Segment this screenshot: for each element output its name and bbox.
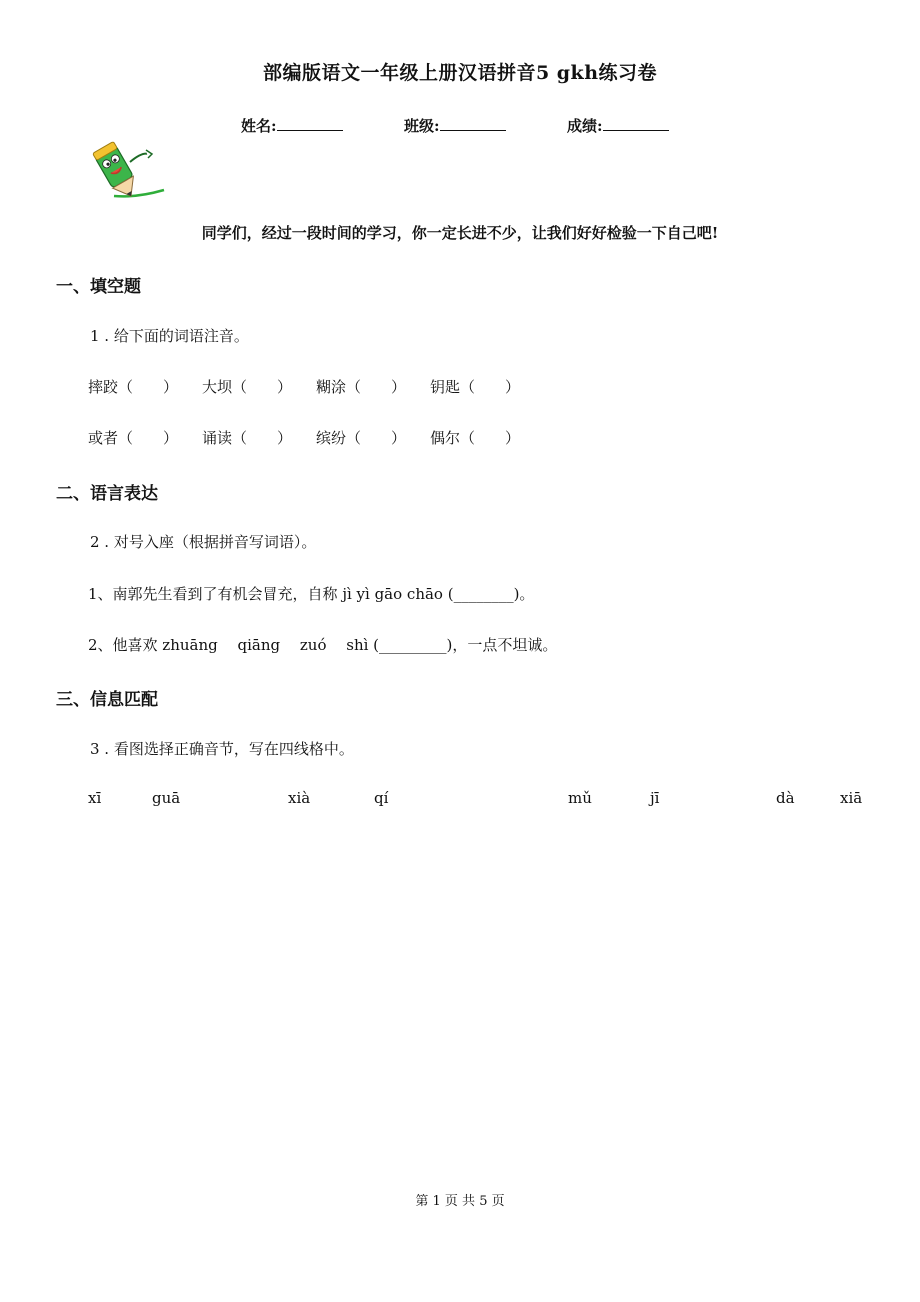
- question-1-prompt: 1 . 给下面的词语注音。: [90, 327, 249, 345]
- syllable-option: jī: [650, 789, 660, 807]
- q1-item: 诵读（ ）: [202, 429, 293, 447]
- pencil-mascot-icon: [86, 140, 166, 204]
- class-label: 班级:: [404, 117, 440, 135]
- q1-item: 缤纷（ ）: [316, 429, 407, 447]
- q1-item: 大坝（ ）: [202, 378, 293, 396]
- syllable-option: mǔ: [568, 789, 592, 807]
- syllable-option: xī: [88, 789, 102, 807]
- name-label: 姓名:: [241, 117, 277, 135]
- q1-item: 摔跤（ ）: [88, 378, 179, 396]
- question-2-line-1: 1、南郭先生看到了有机会冒充，自称 jì yì gāo chāo (________)。: [88, 585, 535, 603]
- page-footer: 第 1 页 共 5 页: [415, 1194, 505, 1209]
- syllable-option: xiā: [840, 789, 863, 807]
- page-title: 部编版语文一年级上册汉语拼音5 gkh练习卷: [262, 62, 658, 84]
- score-blank: [603, 116, 669, 131]
- intro-text: 同学们，经过一段时间的学习，你一定长进不少，让我们好好检验一下自己吧!: [201, 224, 719, 242]
- question-2-line-2: 2、他喜欢 zhuāng qiāng zuó shì (_________)，一点不坦诚。: [88, 636, 558, 654]
- question-2-prompt: 2 . 对号入座（根据拼音写词语）。: [90, 533, 317, 551]
- class-blank: [440, 116, 506, 131]
- q1-item: 偶尔（ ）: [430, 429, 521, 447]
- q1-item: 或者（ ）: [88, 429, 179, 447]
- syllable-option: guā: [152, 789, 181, 807]
- score-label: 成绩:: [567, 117, 603, 135]
- section-heading-fill-blank: 一、填空题: [56, 277, 141, 297]
- q1-item: 钥匙（ ）: [430, 378, 521, 396]
- name-blank: [277, 116, 343, 131]
- section-heading-language: 二、语言表达: [56, 484, 158, 504]
- section-heading-matching: 三、信息匹配: [56, 690, 158, 710]
- q1-item: 糊涂（ ）: [316, 378, 407, 396]
- syllable-option: qí: [374, 789, 389, 807]
- syllable-option: xià: [288, 789, 311, 807]
- name-field: [241, 115, 343, 136]
- class-field: [404, 115, 506, 136]
- syllable-option: dà: [776, 789, 795, 807]
- score-field: [567, 115, 669, 136]
- question-3-prompt: 3 . 看图选择正确音节，写在四线格中。: [90, 740, 354, 758]
